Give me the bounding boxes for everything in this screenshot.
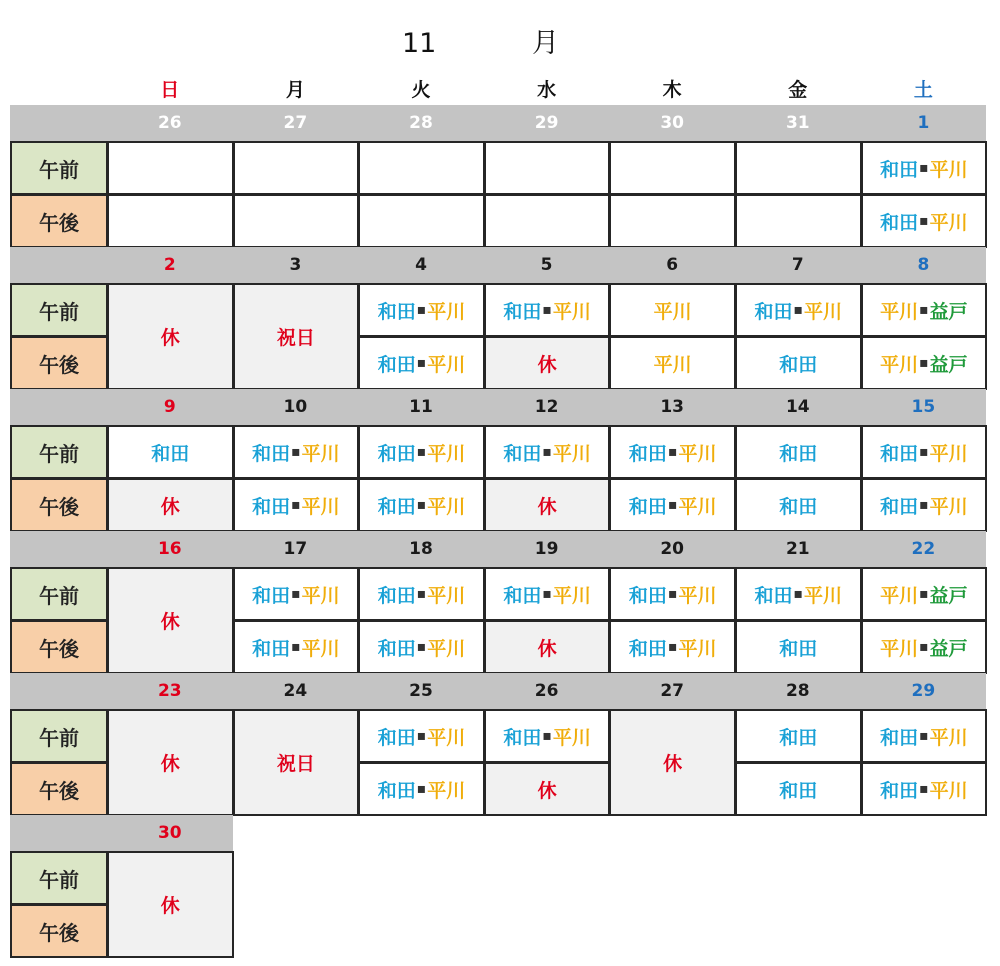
doctor-name: 平川 [929,158,968,181]
doctor-name: 和田 [628,584,667,607]
doctor-name: 和田 [754,300,793,323]
date-number: 17 [283,539,308,559]
date-number: 3 [289,255,302,275]
date-number: 29 [911,681,936,701]
doctor-name: 和田 [503,442,542,465]
date-number: 28 [785,681,810,701]
doctor-name: 和田 [252,637,291,660]
doctor-name: 和田 [880,779,919,802]
am-slot [107,141,234,195]
am-slot [233,425,360,479]
doctor-name: 平川 [880,300,919,323]
doctor-name: 平川 [929,726,968,749]
doctor-name: 平川 [929,779,968,802]
pm-slot [861,478,988,532]
pm-slot [484,336,611,390]
doctor-name: 和田 [503,584,542,607]
date-number: 10 [283,397,308,417]
doctor-name: 和田 [377,779,416,802]
date-number: 23 [157,681,182,701]
doctor-name: 和田 [503,300,542,323]
doctor-name: 平川 [301,637,340,660]
doctor-name: 平川 [678,584,717,607]
date-number: 14 [785,397,810,417]
separator-dot: ▪ [542,586,552,602]
closed-label: 休 [160,895,180,917]
doctor-name: 和田 [880,442,919,465]
holiday-cell [233,709,360,816]
doctor-name: 平川 [301,442,340,465]
doctor-name: 和田 [377,495,416,518]
doctor-name: 和田 [779,779,818,802]
am-slot [358,425,485,479]
holiday-cell [233,283,360,390]
pm-label: 午後 [10,194,108,248]
doctor-name: 和田 [377,726,416,749]
separator-dot: ▪ [793,586,804,602]
doctor-name: 平川 [678,442,717,465]
closed-label: 休 [160,495,180,518]
doctor-name: 益戸 [929,584,968,607]
pm-label: 午後 [10,620,108,674]
pm-slot [735,762,862,816]
closed-label: 休 [160,611,180,633]
day-header: 木 [662,78,682,101]
day-header: 金 [788,78,808,101]
separator-dot: ▪ [291,586,301,602]
am-slot [609,425,736,479]
am-slot [484,567,611,621]
date-number: 16 [157,539,182,559]
pm-slot [735,194,862,248]
doctor-name: 平川 [301,584,340,607]
pm-slot [609,620,736,674]
doctor-name: 平川 [427,637,466,660]
date-number: 30 [660,113,685,133]
date-number: 6 [666,255,679,275]
am-slot [107,425,234,479]
am-slot [233,141,360,195]
separator-dot: ▪ [542,728,552,744]
doctor-name: 和田 [377,353,416,376]
date-number: 7 [791,255,804,275]
pm-slot [484,478,611,532]
separator-dot: ▪ [291,444,301,460]
closed-cell [107,567,234,674]
doctor-name: 平川 [804,300,843,323]
date-number: 2 [163,255,176,275]
date-number: 29 [534,113,559,133]
doctor-name: 和田 [377,300,416,323]
pm-slot [735,620,862,674]
doctor-name: 和田 [628,637,667,660]
am-slot [484,141,611,195]
date-number: 18 [409,539,433,559]
holiday-label: 祝日 [276,327,315,349]
doctor-name: 和田 [779,442,818,465]
am-slot [609,283,736,337]
separator-dot: ▪ [416,781,427,797]
month-unit: 月 [532,28,559,59]
doctor-name: 和田 [779,637,818,660]
doctor-name: 和田 [377,637,416,660]
date-number: 5 [540,255,553,275]
am-slot [484,283,611,337]
separator-dot: ▪ [919,444,929,460]
pm-slot [484,762,611,816]
pm-slot [358,762,485,816]
pm-slot [358,478,485,532]
separator-dot: ▪ [667,497,678,513]
separator-dot: ▪ [919,497,929,513]
pm-slot [484,620,611,674]
am-label: 午前 [10,141,108,195]
am-slot [861,141,988,195]
date-number: 30 [157,823,182,843]
pm-slot [358,194,485,248]
am-label: 午前 [10,283,108,337]
pm-slot [735,478,862,532]
closed-label: 休 [537,495,557,518]
doctor-name: 平川 [552,442,591,465]
doctor-name: 平川 [804,584,843,607]
am-label: 午前 [10,425,108,479]
date-number: 26 [157,113,182,133]
am-slot [861,283,988,337]
separator-dot: ▪ [793,302,804,318]
closed-cell [107,851,234,958]
date-number: 8 [917,255,930,275]
doctor-name: 和田 [377,584,416,607]
doctor-name: 平川 [653,300,692,323]
date-number: 19 [534,539,559,559]
pm-slot [861,620,988,674]
doctor-name: 和田 [252,442,291,465]
separator-dot: ▪ [919,728,929,744]
pm-slot [735,336,862,390]
doctor-name: 平川 [427,726,466,749]
am-slot [735,709,862,763]
doctor-name: 和田 [880,211,919,234]
am-slot [735,141,862,195]
doctor-name: 平川 [929,211,968,234]
pm-slot [358,620,485,674]
pm-slot [609,478,736,532]
doctor-name: 平川 [929,495,968,518]
date-number: 26 [534,681,559,701]
pm-label: 午後 [10,336,108,390]
am-slot [484,709,611,763]
doctor-name: 平川 [427,584,466,607]
closed-cell [107,709,234,816]
date-number: 13 [660,397,685,417]
date-number: 25 [409,681,433,701]
am-slot [609,567,736,621]
doctor-name: 益戸 [929,300,968,323]
doctor-name: 和田 [628,442,667,465]
separator-dot: ▪ [416,497,427,513]
separator-dot: ▪ [416,444,427,460]
am-slot [233,567,360,621]
doctor-name: 和田 [252,495,291,518]
pm-slot [107,478,234,532]
doctor-name: 平川 [678,495,717,518]
doctor-name: 和田 [252,584,291,607]
date-number: 22 [911,539,936,559]
doctor-name: 和田 [151,442,190,465]
date-number: 27 [660,681,685,701]
doctor-name: 平川 [552,584,591,607]
closed-cell [609,709,736,816]
separator-dot: ▪ [919,586,929,602]
doctor-name: 平川 [880,637,919,660]
pm-slot [233,478,360,532]
closed-cell [107,283,234,390]
date-number: 31 [785,113,810,133]
day-header: 土 [913,78,933,101]
closed-label: 休 [537,637,557,660]
doctor-name: 平川 [427,442,466,465]
day-header: 火 [411,78,431,101]
doctor-name: 平川 [427,300,466,323]
doctor-name: 平川 [929,442,968,465]
doctor-name: 平川 [880,584,919,607]
doctor-name: 和田 [754,584,793,607]
separator-dot: ▪ [416,302,427,318]
doctor-name: 平川 [880,353,919,376]
doctor-name: 和田 [880,495,919,518]
doctor-name: 和田 [779,353,818,376]
closed-label: 休 [537,353,557,376]
pm-slot [609,194,736,248]
date-number: 27 [283,113,308,133]
am-slot [735,283,862,337]
separator-dot: ▪ [416,728,427,744]
am-slot [358,141,485,195]
doctor-name: 平川 [552,726,591,749]
doctor-name: 平川 [301,495,340,518]
am-slot [861,709,988,763]
separator-dot: ▪ [919,302,929,318]
separator-dot: ▪ [667,586,678,602]
am-label: 午前 [10,567,108,621]
doctor-name: 平川 [678,637,717,660]
day-header: 日 [160,78,180,101]
separator-dot: ▪ [542,444,552,460]
date-number: 12 [534,397,559,417]
date-number: 21 [785,539,810,559]
date-number: 4 [415,255,427,275]
am-label: 午前 [10,851,108,905]
separator-dot: ▪ [291,639,301,655]
am-slot [484,425,611,479]
pm-slot [107,194,234,248]
closed-label: 休 [663,753,683,775]
date-number: 11 [409,397,433,417]
separator-dot: ▪ [416,355,427,371]
doctor-name: 和田 [503,726,542,749]
doctor-name: 和田 [880,158,919,181]
doctor-name: 和田 [880,726,919,749]
closed-label: 休 [160,327,180,349]
am-slot [861,425,988,479]
date-number: 9 [163,397,176,417]
doctor-name: 和田 [377,442,416,465]
separator-dot: ▪ [416,639,427,655]
doctor-name: 和田 [628,495,667,518]
separator-dot: ▪ [919,639,929,655]
separator-dot: ▪ [919,355,929,371]
date-number: 28 [409,113,433,133]
separator-dot: ▪ [542,302,552,318]
doctor-name: 平川 [427,779,466,802]
day-header: 月 [285,78,305,101]
date-number: 15 [911,397,936,417]
doctor-name: 益戸 [929,353,968,376]
am-slot [735,425,862,479]
am-label: 午前 [10,709,108,763]
pm-slot [609,336,736,390]
doctor-name: 平川 [653,353,692,376]
doctor-name: 平川 [552,300,591,323]
am-slot [358,567,485,621]
separator-dot: ▪ [291,497,301,513]
pm-slot [358,336,485,390]
day-header: 水 [537,78,557,101]
month-number: 11 [402,28,437,59]
am-slot [358,709,485,763]
pm-slot [861,336,988,390]
separator-dot: ▪ [919,213,929,229]
pm-label: 午後 [10,762,108,816]
date-number: 1 [917,113,930,133]
am-slot [861,567,988,621]
closed-label: 休 [160,753,180,775]
pm-label: 午後 [10,478,108,532]
doctor-name: 和田 [779,726,818,749]
pm-label: 午後 [10,904,108,958]
am-slot [609,141,736,195]
date-number: 24 [283,681,308,701]
closed-label: 休 [537,779,557,802]
doctor-name: 益戸 [929,637,968,660]
separator-dot: ▪ [919,160,929,176]
pm-slot [861,194,988,248]
doctor-name: 和田 [779,495,818,518]
pm-slot [484,194,611,248]
am-slot [358,283,485,337]
pm-slot [233,620,360,674]
holiday-label: 祝日 [276,753,315,775]
pm-slot [861,762,988,816]
separator-dot: ▪ [416,586,427,602]
doctor-name: 平川 [427,353,466,376]
separator-dot: ▪ [667,639,678,655]
separator-dot: ▪ [667,444,678,460]
separator-dot: ▪ [919,781,929,797]
pm-slot [233,194,360,248]
date-number: 20 [660,539,685,559]
doctor-name: 平川 [427,495,466,518]
am-slot [735,567,862,621]
